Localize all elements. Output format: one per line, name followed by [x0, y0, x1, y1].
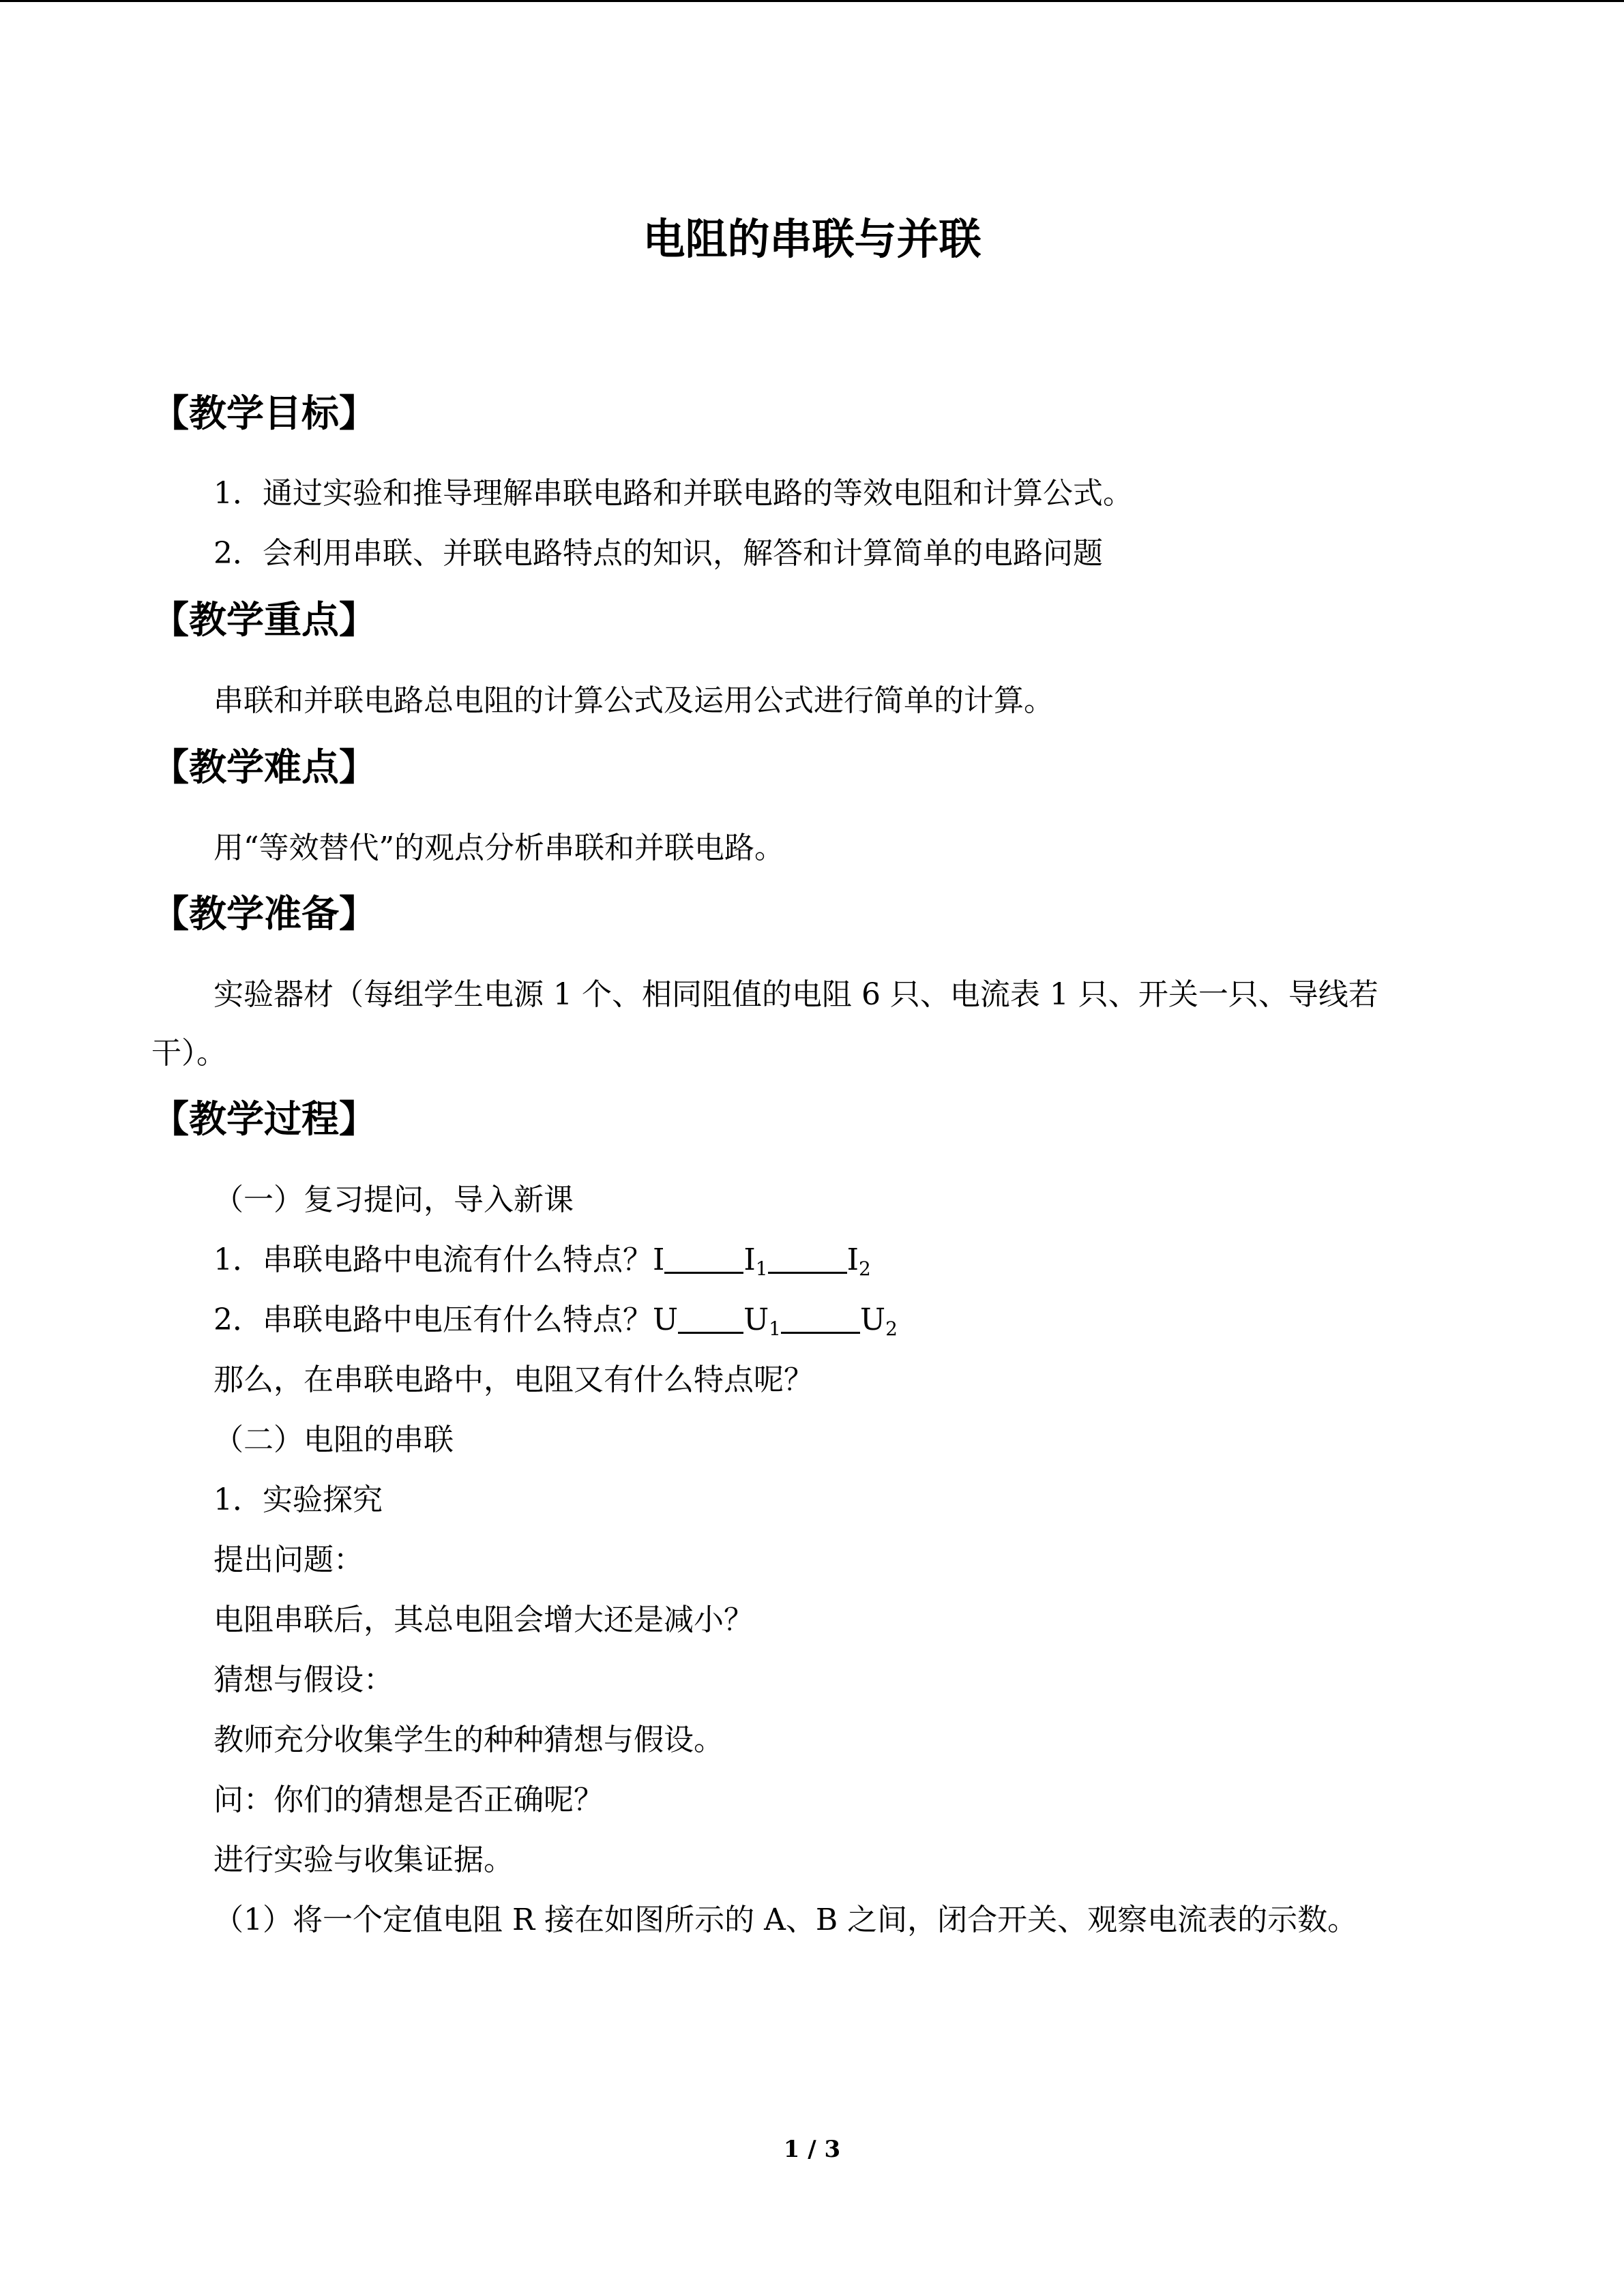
fill-blank — [664, 1242, 743, 1274]
top-border-line — [0, 0, 1624, 2]
symbol-i: I — [743, 1242, 756, 1277]
page-number: 1 / 3 — [783, 2136, 841, 2163]
symbol-u: U — [860, 1302, 886, 1337]
heading-process: 【教学过程】 — [151, 1097, 377, 1141]
fill-blank — [678, 1302, 743, 1334]
experiment-evidence: 进行实验与收集证据。 — [213, 1843, 514, 1877]
guess-label: 猜想与假设： — [213, 1663, 394, 1697]
document-title: 电阻的串联与并联 — [643, 214, 981, 264]
objective-item-2: 2．会利用串联、并联电路特点的知识，解答和计算简单的电路问题 — [213, 536, 1103, 571]
subscript: 1 — [755, 1257, 768, 1280]
objective-item-1: 1．通过实验和推导理解串联电路和并联电路的等效电阻和计算公式。 — [213, 476, 1133, 511]
question-voltage — [213, 1298, 898, 1342]
heading-key-points: 【教学重点】 — [151, 597, 377, 642]
series-section-title: （二）电阻的串联 — [213, 1422, 454, 1457]
heading-preparation: 【教学准备】 — [151, 891, 377, 936]
subscript: 1 — [769, 1317, 781, 1340]
difficulties-text: 用“等效替代”的观点分析串联和并联电路。 — [213, 831, 784, 865]
key-points-text: 串联和并联电路总电阻的计算公式及运用公式进行简单的计算。 — [213, 683, 1054, 718]
subscript: 2 — [885, 1317, 898, 1340]
heading-difficulties: 【教学难点】 — [151, 745, 377, 789]
step-1-text: （1）将一个定值电阻 R 接在如图所示的 A、B 之间，闭合开关、观察电流表的示数。 — [213, 1903, 1358, 1937]
symbol-u: U — [743, 1302, 769, 1337]
preparation-line-1: 实验器材（每组学生电源 1 个、相同阻值的电阻 6 只、电流表 1 只、开关一只、导线若 — [213, 977, 1378, 1012]
question-current-prefix: 1．串联电路中电流有什么特点？I — [213, 1242, 665, 1277]
ask-label: 提出问题： — [213, 1542, 364, 1577]
bridge-question: 那么，在串联电路中，电阻又有什么特点呢？ — [213, 1362, 814, 1397]
heading-objectives: 【教学目标】 — [151, 391, 377, 435]
question-line: 问：你们的猜想是否正确呢？ — [213, 1783, 604, 1817]
review-section-title: （一）复习提问，导入新课 — [213, 1182, 574, 1217]
question-current — [213, 1238, 871, 1282]
experiment-title: 1．实验探究 — [213, 1482, 383, 1517]
subscript: 2 — [858, 1257, 871, 1280]
preparation-line-2: 干）。 — [151, 1036, 226, 1071]
fill-blank — [781, 1302, 860, 1334]
question-voltage-prefix: 2．串联电路中电压有什么特点？U — [213, 1302, 679, 1337]
fill-blank — [768, 1242, 847, 1274]
symbol-i: I — [846, 1242, 859, 1277]
guess-text: 教师充分收集学生的种种猜想与假设。 — [213, 1723, 724, 1757]
ask-text: 电阻串联后，其总电阻会增大还是减小？ — [213, 1602, 754, 1637]
